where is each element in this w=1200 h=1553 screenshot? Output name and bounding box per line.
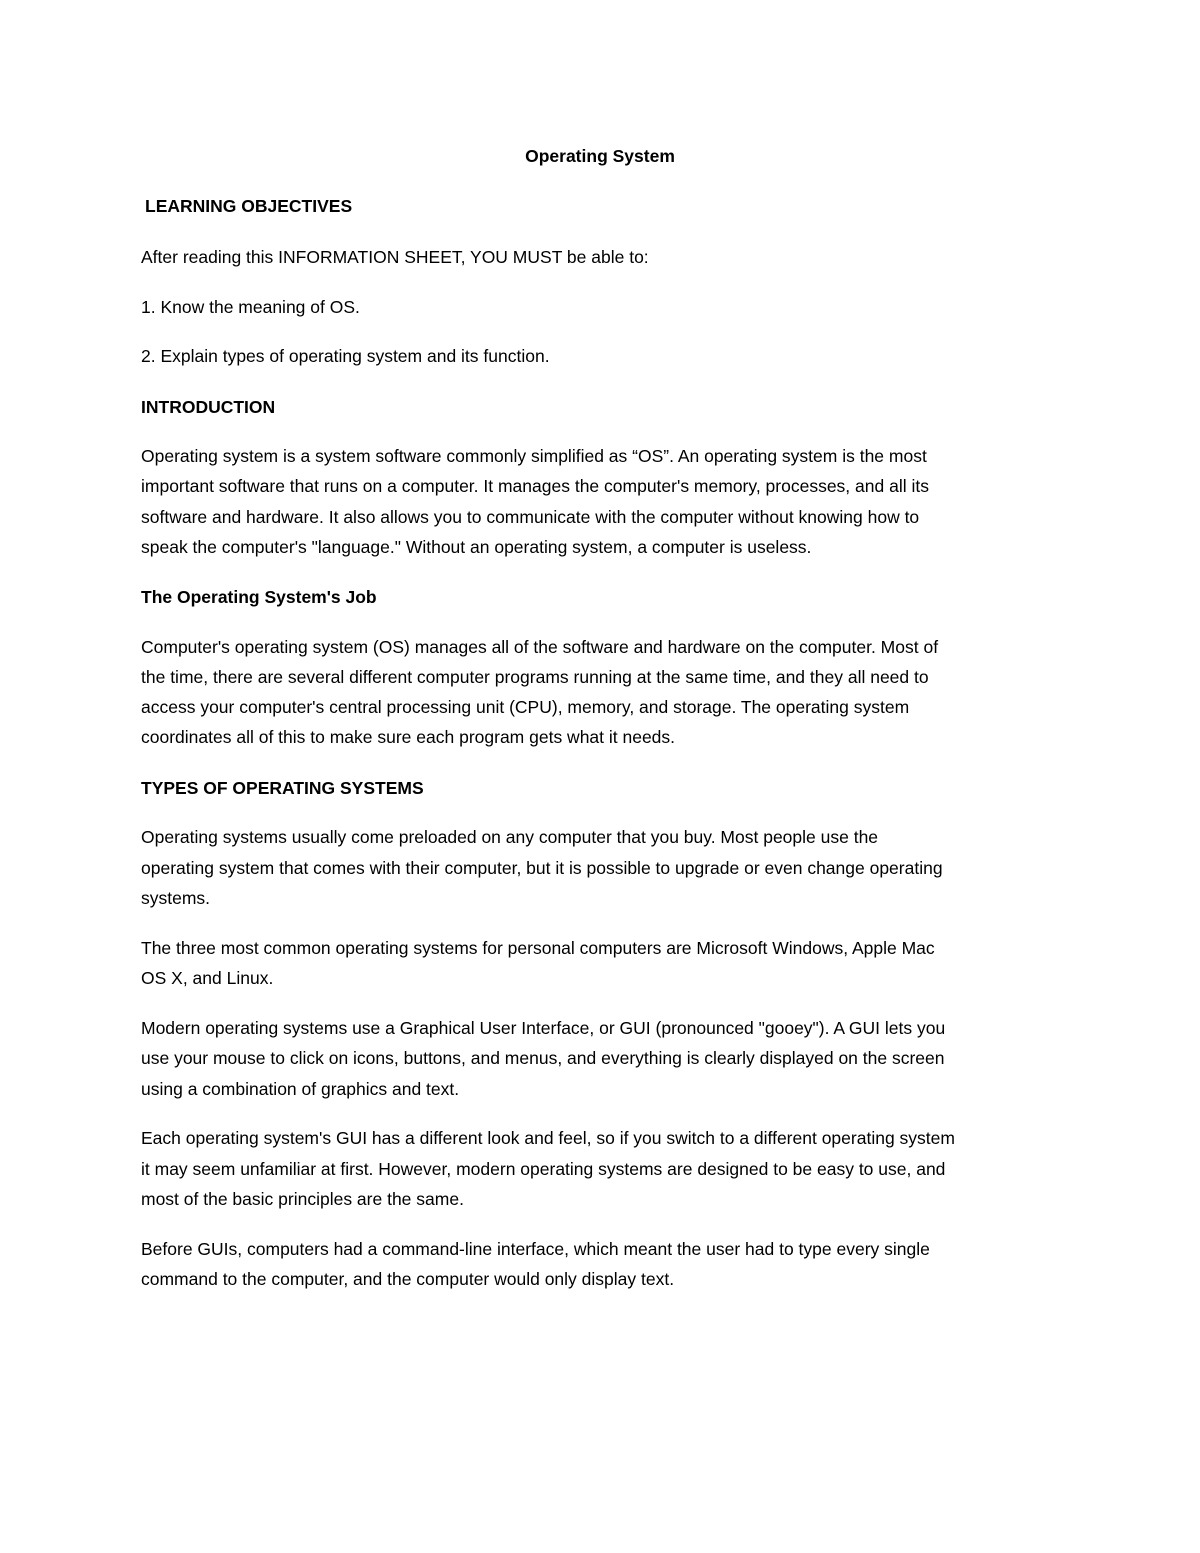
introduction-line: software and hardware. It also allows you to communicate with the computer without knowing how to — [141, 507, 920, 527]
types-paragraph-line: OS X, and Linux. — [141, 968, 274, 988]
learning-objectives-heading: LEARNING OBJECTIVES — [145, 196, 353, 216]
types-paragraph-line: using a combination of graphics and text. — [141, 1079, 460, 1099]
types-paragraph-line: Modern operating systems use a Graphical User Interface, or GUI (pronounced "gooey"). A GUI lets you — [141, 1018, 946, 1038]
types-paragraph-line: The three most common operating systems for personal computers are Microsoft Windows, Apple Mac — [141, 938, 935, 958]
job-line: access your computer's central processing unit (CPU), memory, and storage. The operating system — [141, 697, 910, 717]
types-heading: TYPES OF OPERATING SYSTEMS — [141, 778, 424, 798]
objective-item: 2. Explain types of operating system and its function. — [141, 346, 550, 366]
introduction-line: speak the computer's "language." Without an operating system, a computer is useless. — [141, 537, 812, 557]
types-paragraph-line: Operating systems usually come preloaded on any computer that you buy. Most people use the — [141, 827, 879, 847]
introduction-heading: INTRODUCTION — [141, 397, 276, 417]
types-paragraph-line: most of the basic principles are the same. — [141, 1189, 464, 1209]
types-paragraph-line: it may seem unfamiliar at first. However, modern operating systems are designed to be easy to use, and — [141, 1159, 946, 1179]
types-paragraph-line: operating system that comes with their computer, but it is possible to upgrade or even change operating — [141, 858, 943, 878]
introduction-line: Operating system is a system software commonly simplified as “OS”. An operating system is the most — [141, 446, 927, 466]
job-line: the time, there are several different computer programs running at the same time, and they all need to — [141, 667, 929, 687]
types-paragraph-line: command to the computer, and the computer would only display text. — [141, 1269, 675, 1289]
job-heading: The Operating System's Job — [141, 587, 377, 607]
types-paragraph-line: use your mouse to click on icons, buttons, and menus, and everything is clearly displayed on the screen — [141, 1048, 945, 1068]
objectives-intro: After reading this INFORMATION SHEET, YOU MUST be able to: — [141, 247, 649, 267]
types-paragraph-line: systems. — [141, 888, 211, 908]
page-title: Operating System — [525, 146, 675, 166]
introduction-line: important software that runs on a computer. It manages the computer's memory, processes, and all its — [141, 476, 929, 496]
types-paragraph-line: Each operating system's GUI has a different look and feel, so if you switch to a different operating system — [141, 1128, 955, 1148]
types-paragraph-line: Before GUIs, computers had a command-line interface, which meant the user had to type every single — [141, 1239, 930, 1259]
objective-item: 1. Know the meaning of OS. — [141, 297, 360, 317]
job-line: coordinates all of this to make sure each program gets what it needs. — [141, 727, 676, 747]
job-line: Computer's operating system (OS) manages all of the software and hardware on the computer. Most of — [141, 637, 939, 657]
